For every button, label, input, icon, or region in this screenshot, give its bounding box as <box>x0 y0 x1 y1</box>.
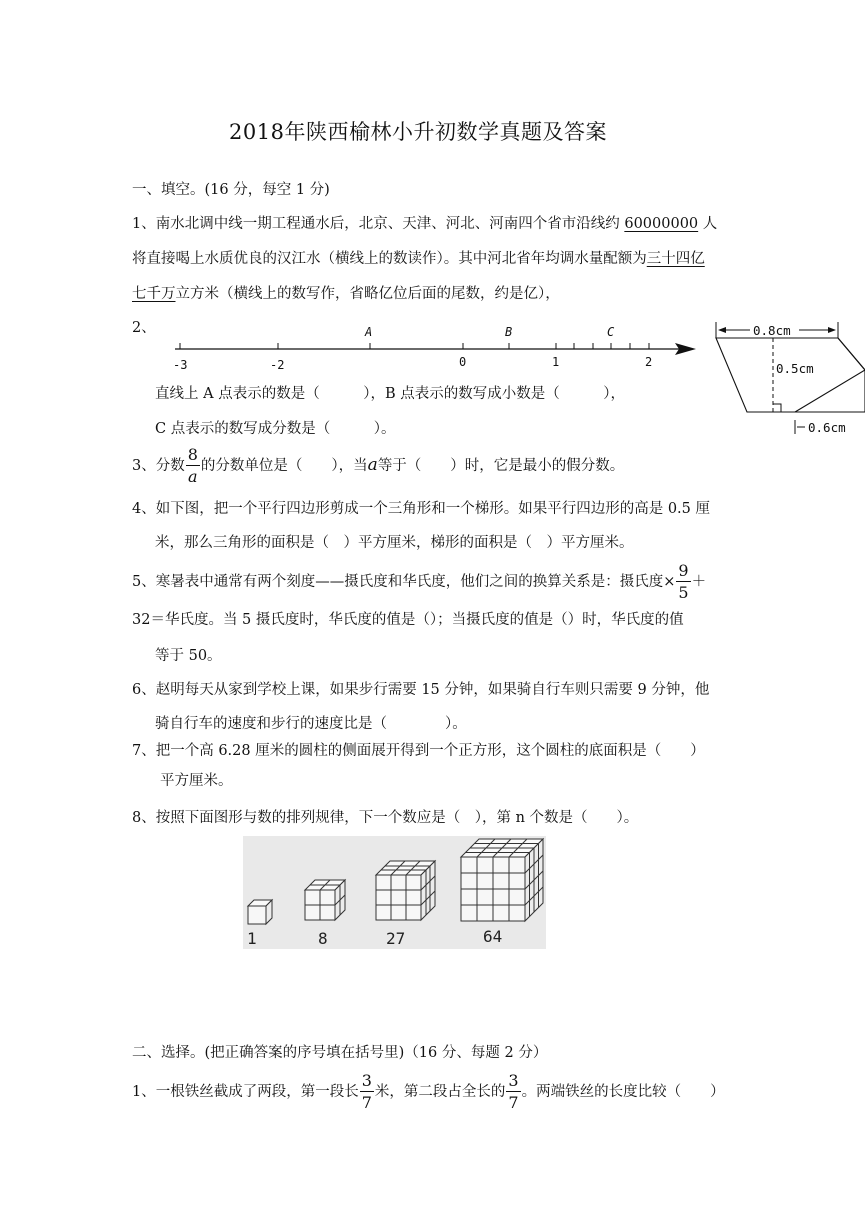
q1-text-d: 立方米（横线上的数写作，省略亿位后面的尾数，约是亿）， <box>175 286 560 302</box>
q5-text-a: 5、寒暑表中通常有两个刻度——摄氏度和华氏度，他们之间的换算关系是：摄氏度× <box>132 574 676 590</box>
q7-line1: 7、把一个高 6.28 厘米的圆柱的侧面展开得到一个正方形，这个圆柱的底面积是（ ） <box>132 743 705 759</box>
q5-fraction-denominator: 5 <box>678 583 689 602</box>
tick-label-1: 1 <box>552 355 560 369</box>
dim-height-label: 0.5cm <box>776 361 814 376</box>
q1-text-c: 将直接喝上水质优良的汉江水（横线上的数读作）。其中河北省年均调水量配额为 <box>132 251 647 267</box>
page-title: 2018年陕西榆林小升初数学真题及答案 <box>229 120 607 144</box>
cube-label-27: 27 <box>386 929 406 948</box>
s2-q1-text-b: 米，第二段占全长的 <box>374 1084 506 1100</box>
s2-q1-fraction-1-denominator: 7 <box>361 1093 372 1112</box>
s2-q1-line <box>132 1073 725 1111</box>
s2-q1-fraction-2 <box>506 1073 520 1111</box>
cube-2x2 <box>305 880 345 920</box>
q4-line2: 米，那么三角形的面积是（ ）平方厘米，梯形的面积是（ ）平方厘米。 <box>155 535 634 551</box>
q6-line1: 6、赵明每天从家到学校上课，如果步行需要 15 分钟，如果骑自行车则只需要 9 分钟，他 <box>132 682 710 698</box>
s2-q1-text-a: 1、一根铁丝截成了两段，第一段长 <box>132 1084 359 1100</box>
q3-variable: a <box>367 455 378 475</box>
label-C: C <box>607 325 615 339</box>
q6-line2: 骑自行车的速度和步行的速度比是（ ）。 <box>155 716 467 732</box>
q3-fraction <box>186 447 200 485</box>
q8-line1: 8、按照下面图形与数的排列规律，下一个数应是（ ），第 n 个数是（ ）。 <box>132 810 639 826</box>
cube-label-1: 1 <box>247 929 257 948</box>
cube-4x4 <box>461 839 543 921</box>
s2-q1-fraction-1-numerator: 3 <box>361 1071 372 1090</box>
q5-line2: 32＝华氏度。当 5 摄氏度时，华氏度的值是（）；当摄氏度的值是（）时，华氏度的值 <box>132 612 684 628</box>
cube-drawings <box>243 836 546 949</box>
cut-line <box>795 370 865 412</box>
q5-fraction-numerator: 9 <box>678 561 689 580</box>
q5-line3: 等于 50。 <box>155 648 222 664</box>
cube-1x1 <box>248 900 272 924</box>
label-A: A <box>365 325 373 339</box>
q3-fraction-denominator: a <box>188 467 198 486</box>
cube-3x3 <box>376 861 435 920</box>
q1-line3 <box>132 284 560 304</box>
s2-q1-text-c: 。两端铁丝的长度比较（ ） <box>521 1084 725 1100</box>
q2-line1: 直线上 A 点表示的数是（ ），B 点表示的数写成小数是（ ）， <box>155 386 625 402</box>
dim-bottom-label: 0.6cm <box>808 420 846 435</box>
q1-line1 <box>132 214 717 234</box>
cube-label-64: 64 <box>483 927 503 946</box>
q1-underlined-number: 60000000 <box>624 216 699 232</box>
dim-top-label: 0.8cm <box>753 323 791 338</box>
q7-line2: 平方厘米。 <box>160 773 233 789</box>
s2-q1-fraction-1 <box>360 1073 374 1111</box>
q3-line <box>132 447 624 485</box>
q1-line2 <box>132 249 705 269</box>
q1-text-b: 人 <box>698 216 718 232</box>
tick-label-minus2: -2 <box>270 358 285 372</box>
q2-line2: C 点表示的数写成分数是（ ）。 <box>155 421 396 437</box>
section1-heading: 一、填空。(16 分，每空 1 分) <box>132 182 330 198</box>
q3-text-a: 3、分数 <box>132 458 185 474</box>
tick-label-minus3: -3 <box>173 358 188 372</box>
section2-heading: 二、选择。(把正确答案的序号填在括号里)（16 分、每题 2 分） <box>132 1045 548 1061</box>
q4-line1: 4、如下图，把一个平行四边形剪成一个三角形和一个梯形。如果平行四边形的高是 0.5 厘 <box>132 501 710 517</box>
q1-underlined-words-a: 三十四亿 <box>646 251 705 267</box>
q5-fraction <box>676 563 690 601</box>
q2-number: 2、 <box>132 320 156 336</box>
tick-label-0: 0 <box>459 355 467 369</box>
label-B: B <box>505 325 513 339</box>
tick-label-2: 2 <box>645 355 653 369</box>
q3-fraction-numerator: 8 <box>187 445 198 464</box>
number-line <box>160 316 705 376</box>
q1-underlined-words-b: 七千万 <box>132 286 176 302</box>
q1-text-a: 1、南水北调中线一期工程通水后，北京、天津、河北、河南四个省市沿线约 <box>132 216 625 232</box>
cube-pattern-figure <box>243 836 546 949</box>
right-angle-mark <box>773 404 781 412</box>
s2-q1-fraction-2-numerator: 3 <box>508 1071 519 1090</box>
q5-line1 <box>132 563 706 601</box>
q3-text-c: 等于（ ）时，它是最小的假分数。 <box>377 458 625 474</box>
parallelogram-figure <box>705 316 865 440</box>
cube-label-8: 8 <box>318 929 328 948</box>
q5-text-b: ＋ <box>691 574 707 590</box>
q3-text-b: 的分数单位是（ ），当 <box>200 458 368 474</box>
s2-q1-fraction-2-denominator: 7 <box>508 1093 519 1112</box>
